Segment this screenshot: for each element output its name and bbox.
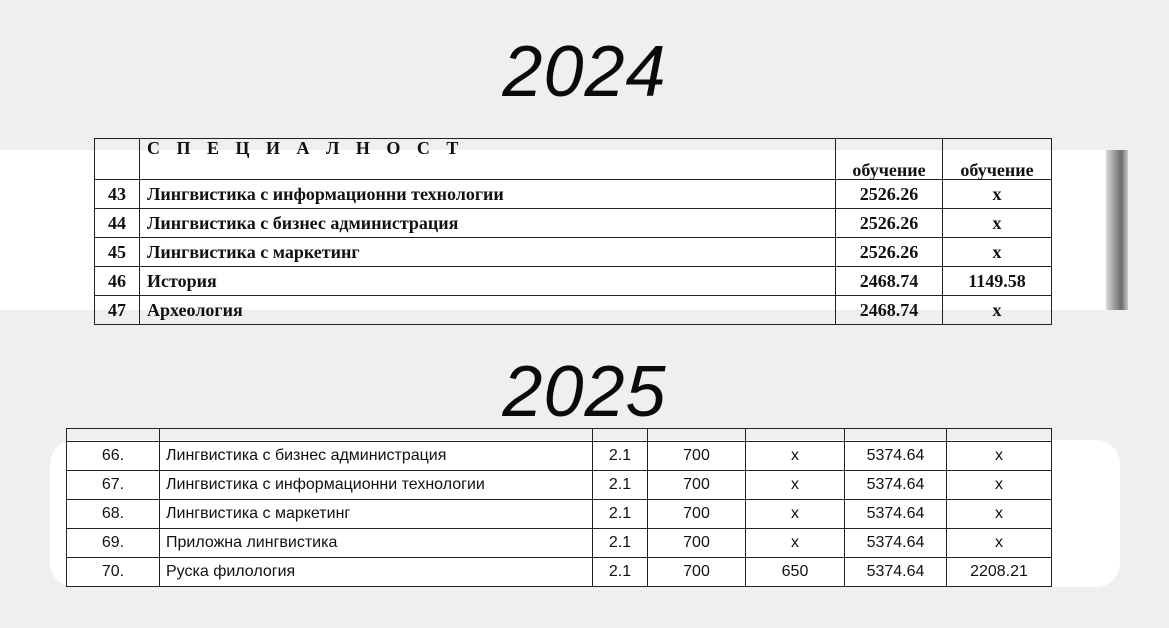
row-specialty: Лингвистика с информационни технологии	[160, 471, 593, 500]
row-quota: 700	[648, 529, 746, 558]
fees-table-2024	[94, 138, 1052, 325]
fees-table-2025	[66, 428, 1052, 587]
heading-2024: 2024	[502, 32, 667, 112]
row-quota: 700	[648, 442, 746, 471]
row-specialty: Лингвистика с информационни технологии	[140, 180, 836, 209]
row-quota-2: x	[746, 529, 845, 558]
scan-page-edge	[1106, 150, 1128, 310]
row-quota: 700	[648, 558, 746, 587]
row-fee-2: x	[943, 209, 1052, 238]
row-number: 67.	[67, 471, 160, 500]
row-specialty: История	[140, 267, 836, 296]
header-specialty: С П Е Ц И А Л Н О С Т	[140, 139, 836, 180]
row-quota-2: x	[746, 471, 845, 500]
table-row	[95, 209, 1052, 238]
row-specialty: Лингвистика с маркетинг	[160, 500, 593, 529]
table-2024-panel	[0, 138, 1128, 320]
row-quota: 700	[648, 471, 746, 500]
row-specialty: Руска филология	[160, 558, 593, 587]
row-specialty: Лингвистика с бизнес администрация	[140, 209, 836, 238]
row-fee: 2526.26	[836, 238, 943, 267]
row-number: 45	[95, 238, 140, 267]
header-col-b: обучение	[943, 139, 1052, 180]
row-fee: 2468.74	[836, 296, 943, 325]
table-row	[95, 180, 1052, 209]
cut-cell	[67, 429, 160, 442]
row-number: 44	[95, 209, 140, 238]
row-fee: 5374.64	[845, 471, 947, 500]
table-row	[95, 296, 1052, 325]
row-code: 2.1	[593, 500, 648, 529]
row-fee-2: x	[947, 471, 1052, 500]
table-header-row	[95, 139, 1052, 180]
row-fee: 2468.74	[836, 267, 943, 296]
row-code: 2.1	[593, 442, 648, 471]
table-2025-panel	[50, 440, 1120, 587]
table-row	[67, 471, 1052, 500]
table-row	[67, 442, 1052, 471]
row-specialty: Лингвистика с бизнес администрация	[160, 442, 593, 471]
table-row	[67, 500, 1052, 529]
row-number: 66.	[67, 442, 160, 471]
row-code: 2.1	[593, 558, 648, 587]
row-specialty: Археология	[140, 296, 836, 325]
row-fee-2: x	[947, 529, 1052, 558]
row-quota-2: 650	[746, 558, 845, 587]
table-row	[67, 529, 1052, 558]
row-fee: 2526.26	[836, 209, 943, 238]
row-fee-2: x	[947, 442, 1052, 471]
row-number: 46	[95, 267, 140, 296]
row-code: 2.1	[593, 529, 648, 558]
row-specialty: Приложна лингвистика	[160, 529, 593, 558]
row-number: 68.	[67, 500, 160, 529]
row-fee: 5374.64	[845, 442, 947, 471]
row-fee: 5374.64	[845, 500, 947, 529]
row-number: 69.	[67, 529, 160, 558]
row-fee-2: x	[943, 180, 1052, 209]
row-number: 47	[95, 296, 140, 325]
row-number: 43	[95, 180, 140, 209]
row-fee-2: x	[943, 238, 1052, 267]
row-code: 2.1	[593, 471, 648, 500]
row-quota-2: x	[746, 442, 845, 471]
header-num-cell	[95, 139, 140, 180]
cut-cell	[845, 429, 947, 442]
cut-cell	[947, 429, 1052, 442]
table-row	[95, 267, 1052, 296]
table-row-cut	[67, 429, 1052, 442]
table-row	[67, 558, 1052, 587]
header-col-a: обучение	[836, 139, 943, 180]
row-fee-2: x	[943, 296, 1052, 325]
row-fee: 2526.26	[836, 180, 943, 209]
cut-cell	[746, 429, 845, 442]
row-fee-2: 1149.58	[943, 267, 1052, 296]
cut-cell	[593, 429, 648, 442]
row-specialty: Лингвистика с маркетинг	[140, 238, 836, 267]
row-fee-2: x	[947, 500, 1052, 529]
row-fee: 5374.64	[845, 529, 947, 558]
row-quota-2: x	[746, 500, 845, 529]
row-fee-2: 2208.21	[947, 558, 1052, 587]
table-row	[95, 238, 1052, 267]
row-number: 70.	[67, 558, 160, 587]
row-fee: 5374.64	[845, 558, 947, 587]
cut-cell	[648, 429, 746, 442]
cut-cell	[160, 429, 593, 442]
row-quota: 700	[648, 500, 746, 529]
heading-2025: 2025	[502, 352, 667, 432]
